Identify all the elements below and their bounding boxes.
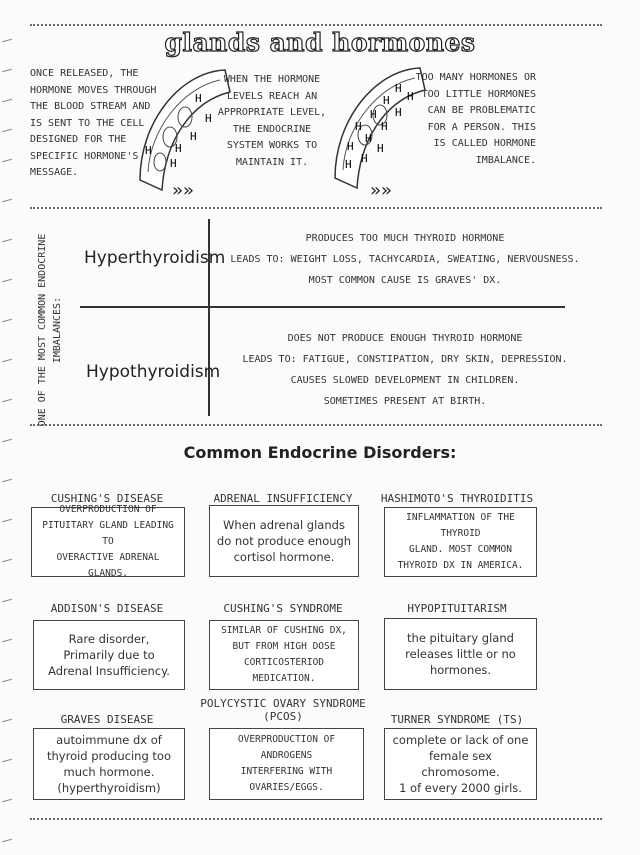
hormone-letter: H (195, 92, 202, 105)
hyperthyroidism-title: Hyperthyroidism (84, 248, 226, 268)
hormone-letter: H (347, 140, 354, 153)
disorder-title-addisons: ADDISON'S DISEASE (50, 602, 164, 615)
hypothyroidism-description: DOES NOT PRODUCE ENOUGH THYROID HORMONE LEADS TO: FATIGUE, CONSTIPATION, DRY SKIN, DEPRESSION. CAUSES SLOWED DEVELOPMENT IN CHILDREN. SOMETIMES PRESENT AT BIRTH. (242, 333, 568, 407)
hormone-letter: H (361, 152, 368, 165)
disorder-title-cushings-disease: CUSHING'S DISEASE (50, 492, 164, 505)
hormone-letter: H (170, 157, 177, 170)
disorder-card-graves: autoimmune dx of thyroid producing too much hormone. (hyperthyroidism) (33, 728, 185, 800)
intro-text-maintain: WHEN THE HORMONE LEVELS REACH AN APPROPRIATE LEVEL, THE ENDOCRINE SYSTEM WORKS TO MAINTAIN IT. (217, 74, 327, 168)
disorder-title-hashimotos: HASHIMOTO'S THYROIDITIS (380, 492, 534, 505)
disorder-card-pcos: OVERPRODUCTION OF ANDROGENS INTERFERING WITH OVARIES/EGGS. (209, 728, 364, 800)
disorder-title-adrenal-insufficiency: ADRENAL INSUFFICIENCY (213, 492, 353, 505)
hormone-letter: H (355, 120, 362, 133)
intro-text-imbalance: TOO MANY HORMONES OR TOO LITTLE HORMONES CAN BE PROBLEMATIC FOR A PERSON. THIS IS CALLED HORMONE IMBALANCE. (415, 72, 536, 166)
hypothyroidism-title: Hypothyroidism (86, 362, 221, 382)
hormone-letter: H (377, 142, 384, 155)
arrow-chevrons-icon: »» (370, 180, 392, 201)
disorder-card-hashimotos: INFLAMMATION OF THE THYROID GLAND. MOST COMMON THYROID DX IN AMERICA. (384, 507, 537, 577)
disorder-title-pcos: POLYCYSTIC OVARY SYNDROME (PCOS) (200, 697, 366, 723)
hormone-letter: H (205, 112, 212, 125)
disorder-title-hypopituitarism: HYPOPITUITARISM (407, 602, 507, 615)
arrow-chevrons-icon: »» (172, 180, 194, 201)
disorder-card-cushings-syndrome: SIMILAR OF CUSHING DX, BUT FROM HIGH DOSE CORTICOSTERIOD MEDICATION. (209, 620, 359, 690)
disorder-card-addisons: Rare disorder, Primarily due to Adrenal Insufficiency. (33, 620, 185, 690)
intro-text-release: ONCE RELEASED, THE HORMONE MOVES THROUGH THE BLOOD STREAM AND IS SENT TO THE CELL DESIGNED FOR THE SPECIFIC HORMONE'S MESSAGE. (30, 68, 157, 178)
page-title: glands and hormones (164, 28, 476, 57)
divider-top (30, 24, 602, 26)
divider-intro (30, 207, 602, 209)
disorder-card-adrenal-insufficiency: When adrenal glands do not produce enough cortisol hormone. (209, 505, 359, 577)
hormone-letter: H (395, 106, 402, 119)
hormone-letter: H (175, 142, 182, 155)
disorder-card-hypopituitarism: the pituitary gland releases little or no hormones. (384, 618, 537, 690)
hormone-letter: H (383, 94, 390, 107)
hormone-letter: H (407, 90, 414, 103)
hormone-letter: H (345, 158, 352, 171)
disorder-title-cushings-syndrome: CUSHING'S SYNDROME (223, 602, 343, 615)
divider-disorders (30, 424, 602, 426)
hormone-letter: H (365, 132, 372, 145)
disorder-title-graves: GRAVES DISEASE (60, 713, 154, 726)
hormone-letter: H (381, 120, 388, 133)
disorder-card-cushings-disease: OVERPRODUCTION OF PITUITARY GLAND LEADING TO OVERACTIVE ADRENAL GLANDS. (31, 507, 185, 577)
disorder-title-turner: TURNER SYNDROME (TS) (390, 713, 524, 726)
hormone-letter: H (370, 108, 377, 121)
disorders-section-title: Common Endocrine Disorders: (183, 443, 457, 462)
imbalance-side-label: ONE OF THE MOST COMMON ENDOCRINE IMBALANCES: (37, 233, 63, 427)
hyperthyroidism-description: PRODUCES TOO MUCH THYROID HORMONE LEADS TO: WEIGHT LOSS, TACHYCARDIA, SWEATING, NERVOUSNESS. MOST COMMON CAUSE IS GRAVES' DX. (230, 233, 580, 286)
hormone-letter: H (190, 130, 197, 143)
disorder-card-turner: complete or lack of one female sex chromosome. 1 of every 2000 girls. (384, 728, 537, 800)
hormone-letter: H (145, 144, 152, 157)
grid-horizontal-line (80, 306, 565, 308)
hormone-letter: H (395, 82, 402, 95)
divider-bottom (30, 818, 602, 820)
